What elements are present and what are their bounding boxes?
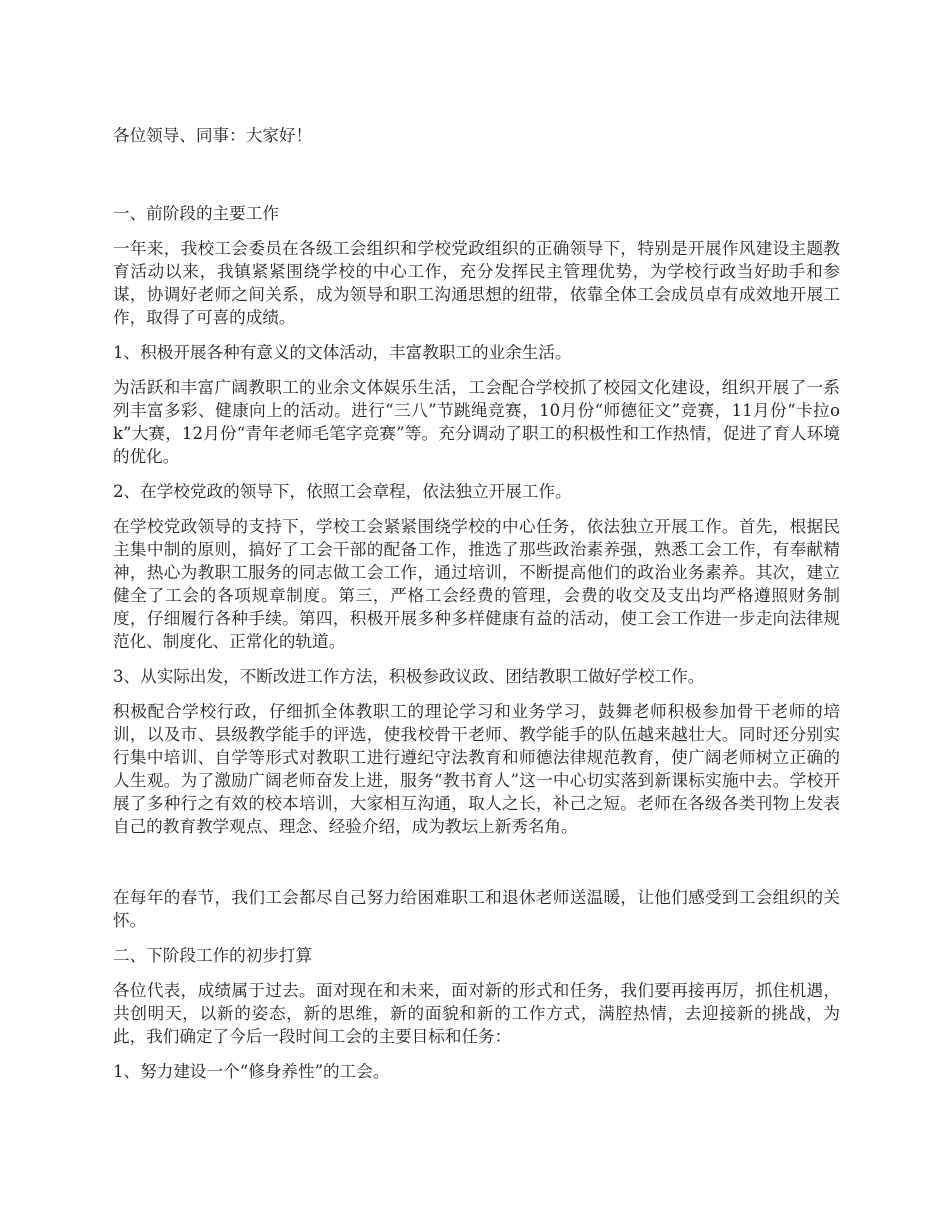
item2-body: 在学校党政领导的支持下，学校工会紧紧围绕学校的中心任务，依法独立开展工作。首先，根据民主集中制的原则，搞好了工会干部的配备工作，推选了那些政治素养强，熟悉工会工作，有奉献精神，热心为教职工服务的同志做工会工作，通过培训，不断提高他们的政治业务素养。其次，建立健全了工会的各项规章制度。第三，严格工会经费的管理，会费的收交及支出均严格遵照财务制度，仔细履行各种手续。第四，积极开展多种多样健康有益的活动，使工会工作进一步走向法律规范化、制度化、正常化的轨道。 bbox=[113, 517, 840, 651]
item3-body: 积极配合学校行政，仔细抓全体教职工的理论学习和业务学习，鼓舞老师积极参加骨干老师的培训，以及市、县级教学能手的评选，使我校骨干老师、教学能手的队伍越来越壮大。同时还分别实行集中培训、自学等形式对教职工进行遵纪守法教育和师德法律规范教育，使广阔老师树立正确的人生观。为了激励广阔老师奋发上进，服务“教书育人”这一中心切实落到新课标实施中去。学校开展了多种行之有效的校本培训，大家相互沟通，取人之长，补己之短。老师在各级各类刊物上发表自己的教育教学观点、理念、经验介绍，成为教坛上新秀名角。 bbox=[113, 702, 840, 836]
section2-heading: 二、下阶段工作的初步打算 bbox=[113, 946, 313, 965]
spring-paragraph: 在每年的春节，我们工会都尽自己努力给困难职工和退休老师送温暖，让他们感受到工会组织的关怀。 bbox=[113, 888, 840, 930]
section1-heading: 一、前阶段的主要工作 bbox=[113, 204, 279, 223]
document-body bbox=[113, 124, 840, 1095]
section2-intro: 各位代表，成绩属于过去。面对现在和未来，面对新的形式和任务，我们要再接再厉，抓住机遇，共创明天，以新的姿态，新的思维，新的面貌和新的工作方式，满腔热情，去迎接新的挑战，为此，我们确定了今后一段时间工会的主要目标和任务： bbox=[113, 981, 840, 1046]
item1-heading: 1、积极开展各种有意义的文体活动，丰富教职工的业余生活。 bbox=[113, 343, 572, 362]
section1-intro: 一年来，我校工会委员在各级工会组织和学校党政组织的正确领导下，特别是开展作风建设主题教育活动以来，我镇紧紧围绕学校的中心工作，充分发挥民主管理优势，为学校行政当好助手和参谋，协调好老师之间关系，成为领导和职工沟通思想的纽带，依靠全体工会成员卓有成效地开展工作，取得了可喜的成绩。 bbox=[113, 239, 840, 327]
item1-body: 为活跃和丰富广阔教职工的业余文体娱乐生活，工会配合学校抓了校园文化建设，组织开展了一系列丰富多彩、健康向上的活动。进行“三八”节跳绳竞赛，10月份“师德征文”竞赛，11月份“卡拉ok”大赛，12月份“青年老师毛笔字竞赛”等。充分调动了职工的积极性和工作热情，促进了育人环境的优化。 bbox=[113, 378, 840, 466]
item3-heading: 3、从实际出发，不断改进工作方法，积极参政议政、团结教职工做好学校工作。 bbox=[113, 667, 705, 686]
goal1-heading: 1、努力建设一个“修身养性”的工会。 bbox=[113, 1062, 390, 1081]
item2-heading: 2、在学校党政的领导下，依照工会章程，依法独立开展工作。 bbox=[113, 482, 572, 501]
greeting: 各位领导、同事：大家好！ bbox=[113, 126, 313, 145]
